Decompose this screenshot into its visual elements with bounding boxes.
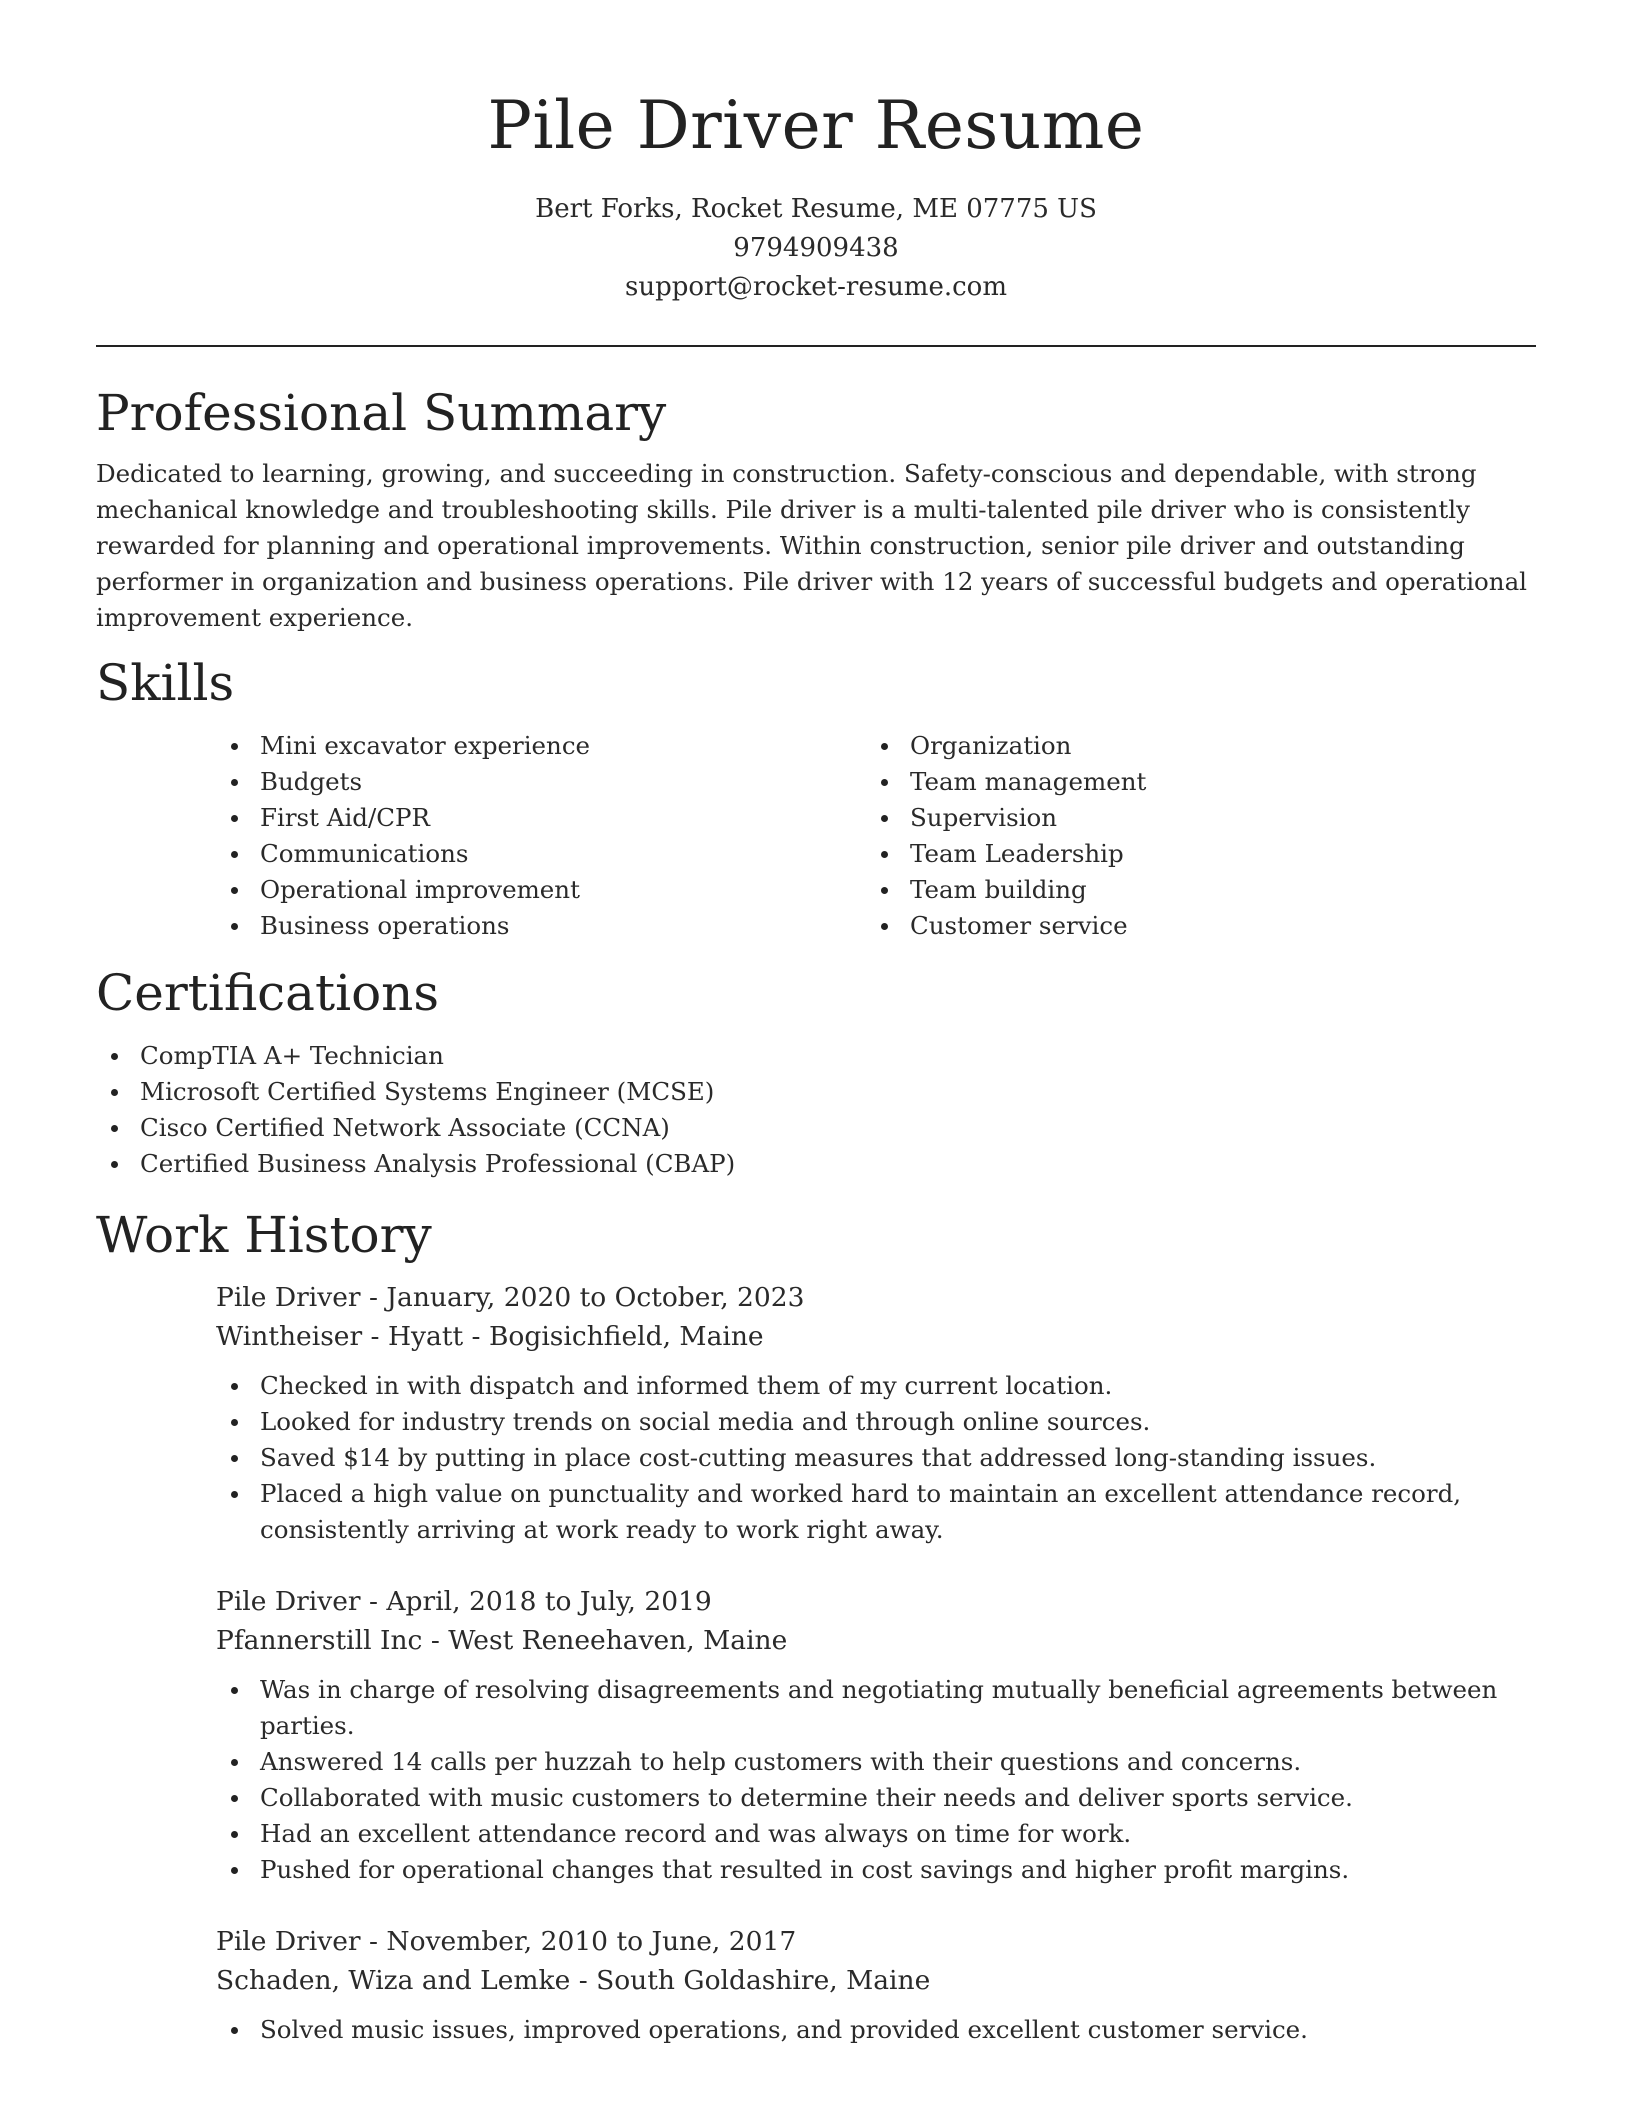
contact-address: Bert Forks, Rocket Resume, ME 07775 US — [535, 194, 1097, 224]
job-company-line — [216, 1317, 1536, 1356]
skill-item: First Aid/CPR — [216, 800, 866, 836]
contact-block — [96, 190, 1536, 307]
job-dates: November, 2010 to June, 2017 — [386, 1926, 797, 1957]
separator: - — [360, 1282, 387, 1313]
job-bullet: Looked for industry trends on social media and through online sources. — [216, 1404, 1536, 1440]
job-title-line — [216, 1582, 1536, 1621]
skills-list-right — [866, 728, 1516, 944]
skill-item: Mini excavator experience — [216, 728, 866, 764]
certifications-list — [96, 1038, 1536, 1182]
job-location: Bogisichfield, Maine — [488, 1321, 764, 1352]
summary-section — [96, 382, 1536, 636]
skill-item: Customer service — [866, 908, 1516, 944]
separator: - — [360, 1926, 387, 1957]
resume-page — [96, 0, 1536, 2082]
skill-item: Business operations — [216, 908, 866, 944]
job-entry — [216, 1922, 1536, 2048]
certification-item: CompTIA A+ Technician — [96, 1038, 1536, 1074]
job-title-line — [216, 1922, 1536, 1961]
certification-item: Certified Business Analysis Professional (CBAP) — [96, 1146, 1536, 1182]
job-bullets — [216, 2012, 1536, 2048]
work-history-heading: Work History — [96, 1206, 432, 1264]
job-title: Pile Driver — [216, 1926, 361, 1957]
job-bullet: Answered 14 calls per huzzah to help customers with their questions and concerns. — [216, 1744, 1536, 1780]
job-company: Pfannerstill Inc — [216, 1625, 423, 1656]
job-entry — [216, 1278, 1536, 1548]
skill-item: Supervision — [866, 800, 1516, 836]
job-title: Pile Driver — [216, 1282, 361, 1313]
job-dates: January, 2020 to October, 2023 — [386, 1282, 805, 1313]
skills-list-left — [216, 728, 866, 944]
skill-item: Organization — [866, 728, 1516, 764]
job-bullet: Pushed for operational changes that resulted in cost savings and higher profit margins. — [216, 1852, 1536, 1888]
job-company: Wintheiser - Hyatt — [216, 1321, 464, 1352]
skills-columns — [216, 728, 1536, 944]
summary-heading: Professional Summary — [96, 384, 667, 442]
contact-email: support@rocket-resume.com — [624, 272, 1007, 302]
summary-text: Dedicated to learning, growing, and succeeding in construction. Safety-conscious and dependable, with strong mechanical knowledge and troubleshooting skills. Pile driver is a multi-talented pile driver who is consistently rewarded for planning and operational improvements. Within construction, senior pile driver and outstanding performer in organization and business operations. Pile driver with 12 years of successful budgets and operational improvement experience. — [96, 459, 1528, 632]
job-bullet: Checked in with dispatch and informed them of my current location. — [216, 1368, 1536, 1404]
skill-item: Team management — [866, 764, 1516, 800]
job-bullets — [216, 1672, 1536, 1888]
separator: - — [422, 1625, 449, 1656]
job-bullet: Saved $14 by putting in place cost-cutting measures that addressed long-standing issues. — [216, 1440, 1536, 1476]
job-location: South Goldashire, Maine — [596, 1965, 931, 1996]
job-bullet: Was in charge of resolving disagreements and negotiating mutually beneficial agreements between parties. — [216, 1672, 1536, 1744]
skill-item: Operational improvement — [216, 872, 866, 908]
certification-item: Cisco Certified Network Associate (CCNA) — [96, 1110, 1536, 1146]
skill-item: Team Leadership — [866, 836, 1516, 872]
skill-item: Team building — [866, 872, 1516, 908]
page-title: Pile Driver Resume — [487, 87, 1145, 164]
job-company: Schaden, Wiza and Lemke — [216, 1965, 571, 1996]
header-divider — [96, 345, 1536, 347]
skill-item: Budgets — [216, 764, 866, 800]
job-title: Pile Driver — [216, 1586, 361, 1617]
job-entry — [216, 1582, 1536, 1888]
skills-heading: Skills — [96, 654, 235, 712]
certifications-section — [96, 962, 1536, 1182]
separator: - — [360, 1586, 387, 1617]
job-title-line — [216, 1278, 1536, 1317]
separator: - — [463, 1321, 489, 1352]
work-history-section — [96, 1204, 1536, 2048]
job-bullet: Collaborated with music customers to determine their needs and deliver sports service. — [216, 1780, 1536, 1816]
job-bullet: Placed a high value on punctuality and worked hard to maintain an excellent attendance record, consistently arriving at work ready to work right away. — [216, 1476, 1536, 1548]
job-company-line — [216, 1621, 1536, 1660]
contact-phone: 9794909438 — [733, 233, 899, 263]
job-dates: April, 2018 to July, 2019 — [386, 1586, 712, 1617]
skills-section — [96, 652, 1536, 944]
certification-item: Microsoft Certified Systems Engineer (MCSE) — [96, 1074, 1536, 1110]
job-company-line — [216, 1961, 1536, 2000]
job-bullets — [216, 1368, 1536, 1548]
skill-item: Communications — [216, 836, 866, 872]
separator: - — [570, 1965, 597, 1996]
certifications-heading: Certifications — [96, 964, 440, 1022]
job-location: West Reneehaven, Maine — [448, 1625, 788, 1656]
job-bullet: Had an excellent attendance record and was always on time for work. — [216, 1816, 1536, 1852]
job-bullet: Solved music issues, improved operations, and provided excellent customer service. — [216, 2012, 1536, 2048]
